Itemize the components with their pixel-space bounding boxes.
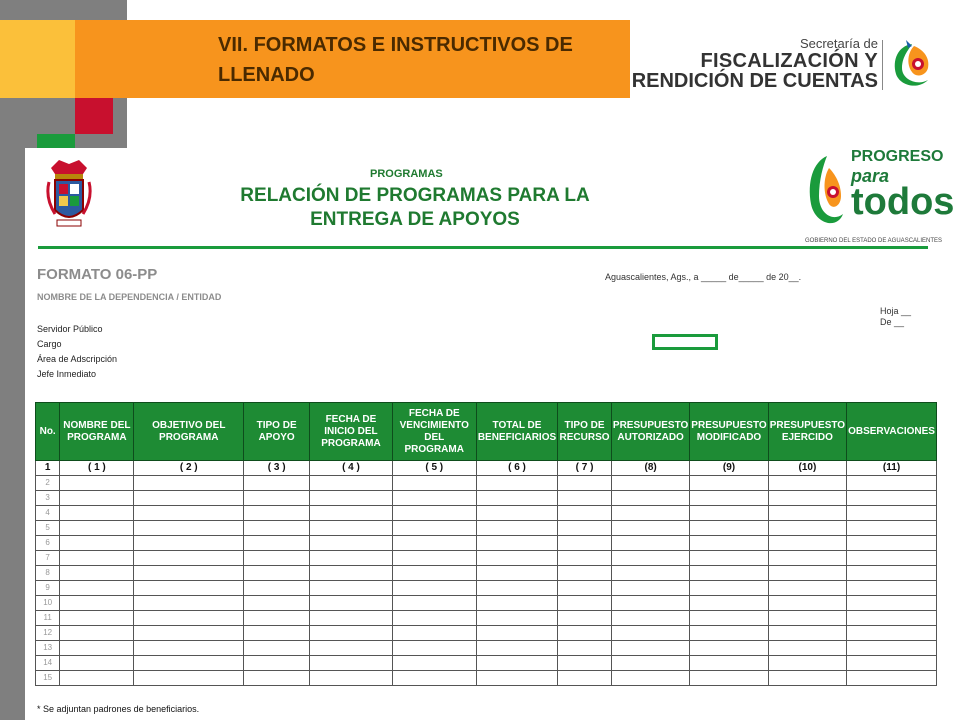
progreso-emblem-icon xyxy=(805,152,847,232)
green-accent-block xyxy=(37,134,75,148)
table-row xyxy=(36,551,937,566)
table-cell xyxy=(244,476,310,491)
table-cell xyxy=(310,506,392,521)
table-cell xyxy=(60,581,134,596)
table-cell xyxy=(392,566,476,581)
column-code-cell: ( 5 ) xyxy=(392,461,476,476)
table-cell xyxy=(60,521,134,536)
column-code-cell: ( 3 ) xyxy=(244,461,310,476)
table-cell xyxy=(558,566,612,581)
table-cell xyxy=(134,491,244,506)
table-cell xyxy=(611,596,689,611)
table-row xyxy=(36,476,937,491)
table-cell xyxy=(768,581,846,596)
table-cell xyxy=(476,566,557,581)
progreso-logo-line3: todos xyxy=(851,181,955,223)
table-cell xyxy=(310,536,392,551)
table-cell xyxy=(60,626,134,641)
table-cell xyxy=(558,581,612,596)
table-cell xyxy=(310,551,392,566)
table-row xyxy=(36,566,937,581)
column-code-cell: (10) xyxy=(768,461,846,476)
row-number: 13 xyxy=(36,641,60,656)
table-cell xyxy=(476,476,557,491)
de-label: De __ xyxy=(880,317,905,327)
table-cell xyxy=(558,476,612,491)
table-cell xyxy=(690,506,768,521)
table-body xyxy=(36,461,937,686)
document-kicker: PROGRAMAS xyxy=(370,168,443,180)
servidor-label: Servidor Público xyxy=(37,324,103,334)
table-row xyxy=(36,671,937,686)
table-row xyxy=(36,506,937,521)
column-header: NOMBRE DEL PROGRAMA xyxy=(60,403,134,461)
table-cell xyxy=(134,611,244,626)
table-cell xyxy=(690,521,768,536)
table-cell xyxy=(847,656,937,671)
logo-divider xyxy=(882,40,883,90)
table-cell xyxy=(134,656,244,671)
table-cell xyxy=(690,566,768,581)
sfrc-logo-line1: Secretaría de xyxy=(799,36,878,51)
column-header: TIPO DE RECURSO xyxy=(558,403,612,461)
green-divider xyxy=(38,246,928,249)
table-cell xyxy=(476,521,557,536)
table-cell xyxy=(244,656,310,671)
table-cell xyxy=(60,566,134,581)
table-cell xyxy=(134,536,244,551)
row-number: 8 xyxy=(36,566,60,581)
table-cell xyxy=(60,536,134,551)
table-cell xyxy=(476,671,557,686)
table-cell xyxy=(476,611,557,626)
table-cell xyxy=(392,506,476,521)
table-cell xyxy=(476,626,557,641)
slide-title: VII. FORMATOS E INSTRUCTIVOS DE LLENADO xyxy=(218,34,573,86)
table-cell xyxy=(690,476,768,491)
aguascalientes-crest-icon xyxy=(45,158,93,233)
place-date-line: Aguascalientes, Ags., a _____ de_____ de 20__. xyxy=(605,272,802,282)
table-cell xyxy=(244,506,310,521)
table-cell xyxy=(847,566,937,581)
table-cell xyxy=(134,626,244,641)
table-cell xyxy=(768,671,846,686)
row-number: 7 xyxy=(36,551,60,566)
table-cell xyxy=(244,581,310,596)
left-gray-strip xyxy=(0,0,25,720)
table-cell xyxy=(847,536,937,551)
table-cell xyxy=(768,611,846,626)
column-code-cell: ( 6 ) xyxy=(476,461,557,476)
table-cell xyxy=(134,476,244,491)
table-cell xyxy=(558,551,612,566)
progreso-logo-line1: PROGRESO xyxy=(851,148,944,165)
table-cell xyxy=(244,641,310,656)
table-cell xyxy=(60,596,134,611)
table-cell xyxy=(60,506,134,521)
table-cell xyxy=(611,626,689,641)
table-cell xyxy=(611,491,689,506)
table-cell xyxy=(392,626,476,641)
column-code-cell: ( 4 ) xyxy=(310,461,392,476)
table-cell xyxy=(768,536,846,551)
cargo-label: Cargo xyxy=(37,339,62,349)
table-cell xyxy=(310,656,392,671)
table-cell xyxy=(690,641,768,656)
document-title-line1: RELACIÓN DE PROGRAMAS PARA LA xyxy=(240,185,590,206)
row-number: 6 xyxy=(36,536,60,551)
column-code-cell: ( 2 ) xyxy=(134,461,244,476)
table-cell xyxy=(244,521,310,536)
jefe-label: Jefe Inmediato xyxy=(37,369,97,379)
table-cell xyxy=(768,626,846,641)
table-cell xyxy=(558,626,612,641)
row-number: 1 xyxy=(36,461,60,476)
table-cell xyxy=(847,611,937,626)
table-cell xyxy=(60,551,134,566)
table-cell xyxy=(244,626,310,641)
row-number: 2 xyxy=(36,476,60,491)
table-cell xyxy=(611,656,689,671)
column-code-cell: ( 7 ) xyxy=(558,461,612,476)
table-row xyxy=(36,536,937,551)
table-cell xyxy=(310,671,392,686)
table-cell xyxy=(611,611,689,626)
table-cell xyxy=(847,521,937,536)
row-number: 4 xyxy=(36,506,60,521)
table-cell xyxy=(690,581,768,596)
progreso-para-todos-logo xyxy=(805,148,955,250)
table-cell xyxy=(768,566,846,581)
table-cell xyxy=(476,641,557,656)
column-header: No. xyxy=(36,403,60,461)
table-cell xyxy=(310,566,392,581)
row-number: 11 xyxy=(36,611,60,626)
column-header: OBSERVACIONES xyxy=(847,403,937,461)
table-cell xyxy=(310,626,392,641)
column-header: TIPO DE APOYO xyxy=(244,403,310,461)
table-cell xyxy=(244,491,310,506)
table-cell xyxy=(690,626,768,641)
table-cell xyxy=(60,641,134,656)
gobierno-caption: GOBIERNO DEL ESTADO DE AGUASCALIENTES xyxy=(805,238,943,244)
table-cell xyxy=(60,656,134,671)
table-cell xyxy=(244,596,310,611)
highlight-box xyxy=(652,334,718,350)
table-cell xyxy=(310,521,392,536)
table-cell xyxy=(134,521,244,536)
row-number: 15 xyxy=(36,671,60,686)
table-cell xyxy=(611,641,689,656)
sfrc-logo-line3: RENDICIÓN DE CUENTAS xyxy=(631,70,878,92)
table-row xyxy=(36,491,937,506)
table-cell xyxy=(768,656,846,671)
document-title-line2: ENTREGA DE APOYOS xyxy=(310,209,520,230)
table-cell xyxy=(244,551,310,566)
table-cell xyxy=(310,476,392,491)
table-row xyxy=(36,581,937,596)
table-cell xyxy=(244,611,310,626)
table-cell xyxy=(558,491,612,506)
column-code-cell: (11) xyxy=(847,461,937,476)
table-cell xyxy=(392,596,476,611)
table-cell xyxy=(558,656,612,671)
table-cell xyxy=(558,671,612,686)
table-row xyxy=(36,461,937,476)
table-cell xyxy=(392,491,476,506)
table-cell xyxy=(611,581,689,596)
column-code-cell: ( 1 ) xyxy=(60,461,134,476)
table-cell xyxy=(690,596,768,611)
table-cell xyxy=(611,566,689,581)
column-code-cell: (8) xyxy=(611,461,689,476)
table-cell xyxy=(558,521,612,536)
table-cell xyxy=(60,491,134,506)
table-cell xyxy=(768,551,846,566)
yellow-accent-block xyxy=(0,20,75,98)
column-header: OBJETIVO DEL PROGRAMA xyxy=(134,403,244,461)
table-cell xyxy=(392,641,476,656)
table-cell xyxy=(558,506,612,521)
table-cell xyxy=(60,611,134,626)
table-cell xyxy=(310,641,392,656)
row-number: 12 xyxy=(36,626,60,641)
row-number: 9 xyxy=(36,581,60,596)
table-cell xyxy=(690,536,768,551)
table-cell xyxy=(476,596,557,611)
format-document xyxy=(25,148,955,720)
progreso-logo-line2: para xyxy=(851,166,890,186)
table-cell xyxy=(690,611,768,626)
table-cell xyxy=(690,491,768,506)
table-cell xyxy=(847,671,937,686)
table-row xyxy=(36,641,937,656)
column-header: PRESUPUESTO AUTORIZADO xyxy=(611,403,689,461)
table-cell xyxy=(768,506,846,521)
table-cell xyxy=(611,506,689,521)
table-cell xyxy=(134,641,244,656)
table-cell xyxy=(476,536,557,551)
table-cell xyxy=(768,521,846,536)
table-row xyxy=(36,596,937,611)
table-cell xyxy=(392,551,476,566)
table-cell xyxy=(60,476,134,491)
table-cell xyxy=(690,671,768,686)
table-cell xyxy=(558,611,612,626)
table-cell xyxy=(134,566,244,581)
hoja-label: Hoja __ xyxy=(880,306,912,316)
dependency-label: NOMBRE DE LA DEPENDENCIA / ENTIDAD xyxy=(37,292,222,302)
table-cell xyxy=(768,596,846,611)
column-header: FECHA DE VENCIMIENTO DEL PROGRAMA xyxy=(392,403,476,461)
table-cell xyxy=(392,611,476,626)
row-number: 3 xyxy=(36,491,60,506)
table-cell xyxy=(768,641,846,656)
table-cell xyxy=(310,491,392,506)
table-cell xyxy=(134,506,244,521)
table-cell xyxy=(392,536,476,551)
table-cell xyxy=(244,671,310,686)
table-cell xyxy=(847,641,937,656)
table-cell xyxy=(847,506,937,521)
table-cell xyxy=(847,581,937,596)
table-cell xyxy=(244,536,310,551)
table-row xyxy=(36,626,937,641)
programs-table xyxy=(35,402,937,686)
document-title xyxy=(225,184,605,232)
table-cell xyxy=(476,551,557,566)
area-label: Área de Adscripción xyxy=(37,354,118,364)
red-accent-block xyxy=(75,98,113,134)
row-number: 5 xyxy=(36,521,60,536)
table-cell xyxy=(134,671,244,686)
table-cell xyxy=(847,596,937,611)
table-cell xyxy=(476,656,557,671)
table-cell xyxy=(134,551,244,566)
table-cell xyxy=(476,491,557,506)
table-cell xyxy=(134,581,244,596)
table-cell xyxy=(60,671,134,686)
sfrc-logo-line2: FISCALIZACIÓN Y xyxy=(700,50,878,72)
table-cell xyxy=(611,521,689,536)
table-cell xyxy=(244,566,310,581)
table-row xyxy=(36,521,937,536)
column-header: FECHA DE INICIO DEL PROGRAMA xyxy=(310,403,392,461)
table-cell xyxy=(690,551,768,566)
table-cell xyxy=(611,671,689,686)
table-cell xyxy=(768,476,846,491)
table-cell xyxy=(392,656,476,671)
page-counter xyxy=(880,306,911,328)
format-code: FORMATO 06-PP xyxy=(37,266,158,283)
state-emblem-icon xyxy=(888,38,936,92)
table-cell xyxy=(310,611,392,626)
row-number: 14 xyxy=(36,656,60,671)
column-code-cell: (9) xyxy=(690,461,768,476)
table-cell xyxy=(847,551,937,566)
table-cell xyxy=(310,596,392,611)
table-cell xyxy=(690,656,768,671)
table-cell xyxy=(611,476,689,491)
table-cell xyxy=(558,596,612,611)
table-cell xyxy=(392,476,476,491)
table-cell xyxy=(847,476,937,491)
table-cell xyxy=(558,641,612,656)
column-header: PRESUPUESTO EJERCIDO xyxy=(768,403,846,461)
table-cell xyxy=(392,671,476,686)
table-cell xyxy=(134,596,244,611)
table-cell xyxy=(847,491,937,506)
table-cell xyxy=(392,521,476,536)
table-cell xyxy=(392,581,476,596)
table-cell xyxy=(847,626,937,641)
footnote: * Se adjuntan padrones de beneficiarios. xyxy=(37,704,200,714)
table-cell xyxy=(476,506,557,521)
table-cell xyxy=(476,581,557,596)
row-number: 10 xyxy=(36,596,60,611)
column-header: TOTAL DE BENEFICIARIOS xyxy=(476,403,557,461)
column-header: PRESUPUESTO MODIFICADO xyxy=(690,403,768,461)
table-cell xyxy=(558,536,612,551)
table-row xyxy=(36,656,937,671)
table-header-row xyxy=(36,403,937,461)
table-cell xyxy=(310,581,392,596)
sfrc-logo xyxy=(631,36,936,96)
table-row xyxy=(36,611,937,626)
table-cell xyxy=(611,536,689,551)
table-cell xyxy=(768,491,846,506)
table-cell xyxy=(611,551,689,566)
